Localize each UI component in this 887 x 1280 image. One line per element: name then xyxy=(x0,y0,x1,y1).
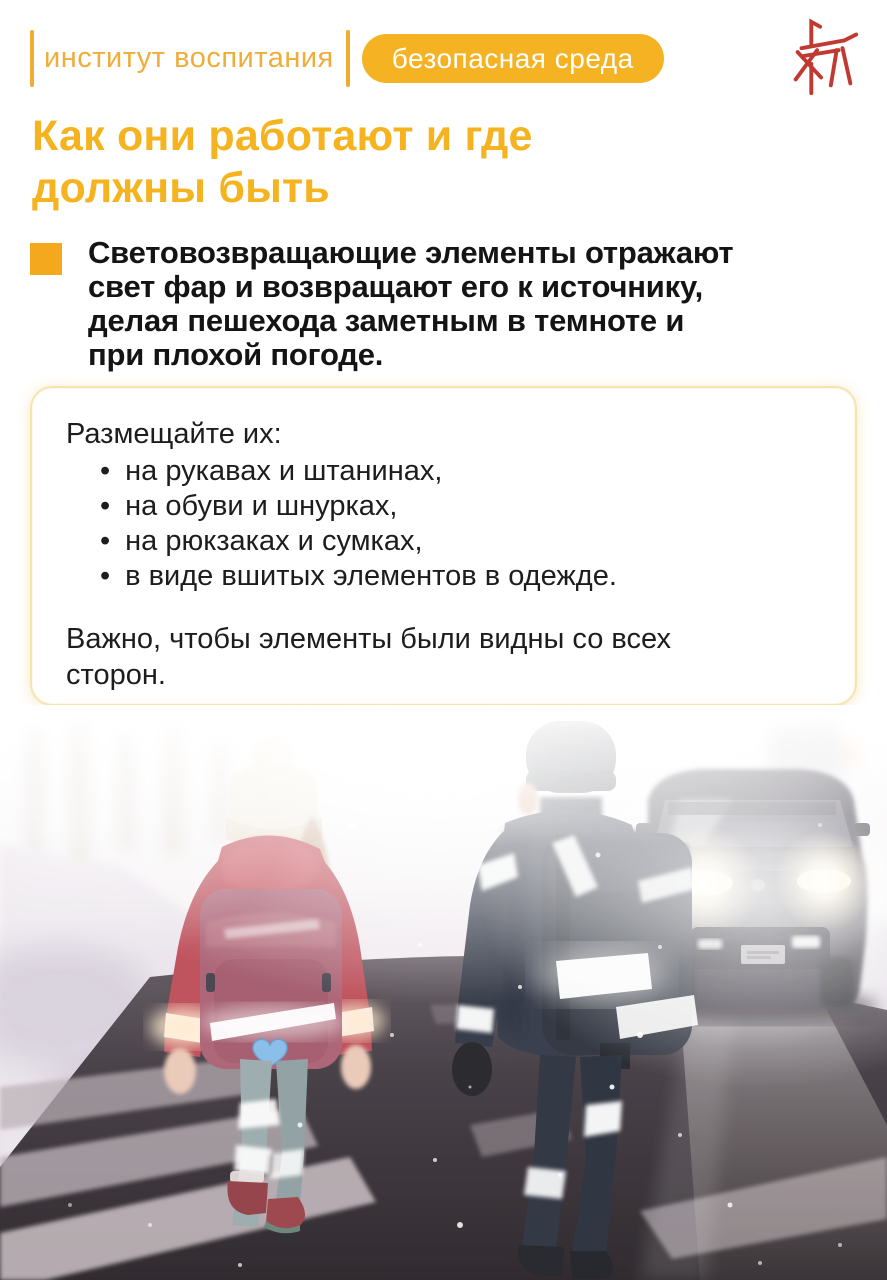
haze-overlays xyxy=(0,705,887,1280)
header xyxy=(30,28,865,88)
note-line-1: Важно, чтобы элементы были видны со всех xyxy=(66,623,671,655)
safety-badge: безопасная среда xyxy=(362,34,664,83)
list-item xyxy=(100,559,825,594)
list-item xyxy=(100,489,825,524)
horse-logo-icon xyxy=(787,15,859,102)
brand-name: институт воспитания xyxy=(44,41,334,74)
bullet-dot-icon: • xyxy=(100,560,111,592)
bullet-dot-icon: • xyxy=(100,455,111,487)
bullet-dot-icon: • xyxy=(100,525,111,557)
intro-line-3: делая пешехода заметным в темноте и xyxy=(88,303,685,338)
list-item-text: на рюкзаках и сумках, xyxy=(125,525,423,557)
list-item-text: на рукавах и штанинах, xyxy=(125,455,443,487)
intro-line-1: Световозвращающие элементы отражают xyxy=(88,235,734,270)
brand-right-bar xyxy=(346,30,350,87)
card-list xyxy=(66,454,825,594)
brand-left-bar xyxy=(30,30,34,87)
logo-rear-leg-2 xyxy=(843,48,851,83)
intro-block xyxy=(30,236,871,372)
note-line-2: сторон. xyxy=(66,659,166,691)
intro-text xyxy=(88,236,733,372)
yellow-square-bullet xyxy=(30,243,62,275)
list-item-text: в виде вшитых элементов в одежде. xyxy=(125,560,617,592)
title-line-1: Как они работают и где xyxy=(32,112,533,160)
logo-rear-leg-1 xyxy=(831,50,837,85)
card-lead: Размещайте их: xyxy=(66,418,282,450)
road-photo xyxy=(0,705,887,1280)
list-item xyxy=(100,524,825,559)
list-item xyxy=(100,454,825,489)
logo-belly-line xyxy=(803,50,838,56)
card-note xyxy=(66,621,825,693)
intro-line-4: при плохой погоде. xyxy=(88,337,384,372)
intro-line-2: свет фар и возвращают его к источнику, xyxy=(88,269,704,304)
page-title xyxy=(32,110,533,214)
list-item-text: на обуви и шнурках, xyxy=(125,490,398,522)
bullet-dot-icon: • xyxy=(100,490,111,522)
title-line-2: должны быть xyxy=(32,164,330,212)
placement-card xyxy=(30,386,857,706)
logo-head-line xyxy=(811,21,820,43)
